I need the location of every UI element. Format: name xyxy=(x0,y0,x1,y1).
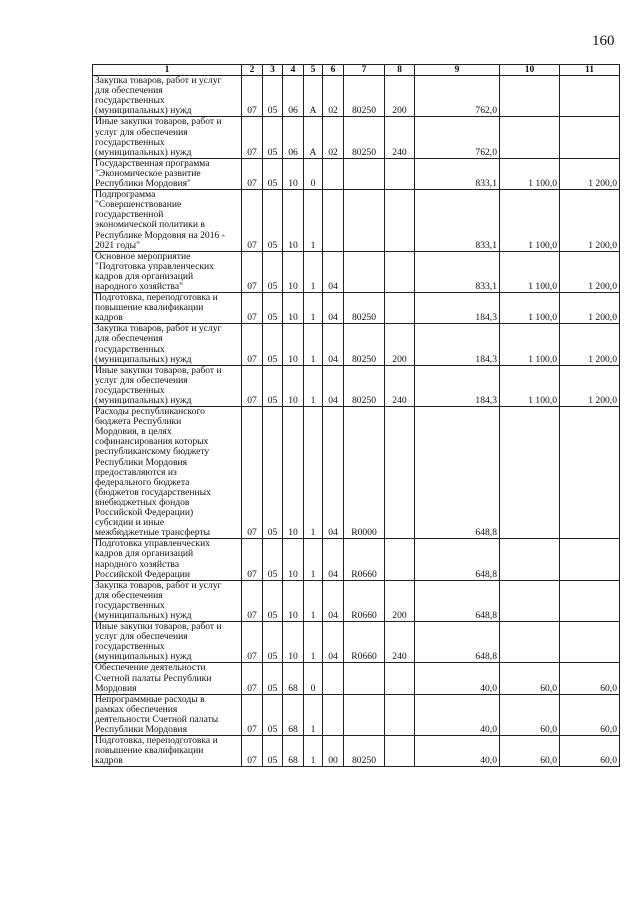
cell-code-7: R0000 xyxy=(344,407,385,539)
cell-code-5: 1 xyxy=(304,324,323,365)
cell-code-5: 0 xyxy=(304,663,323,694)
cell-name: Закупка товаров, работ и услуг для обеспечения государственных (муниципальных) нужд xyxy=(93,76,242,117)
cell-code-6 xyxy=(323,190,344,252)
cell-code-7 xyxy=(344,251,385,292)
cell-code-3: 05 xyxy=(263,539,283,580)
header-cell: 7 xyxy=(344,65,385,76)
cell-code-8: 240 xyxy=(385,622,415,663)
cell-code-7: R0660 xyxy=(344,622,385,663)
cell-amount-10: 1 100,0 xyxy=(500,324,560,365)
cell-code-7: 80250 xyxy=(344,76,385,117)
cell-code-6: 04 xyxy=(323,622,344,663)
table-row xyxy=(93,407,620,539)
cell-amount-10 xyxy=(500,407,560,539)
cell-code-8 xyxy=(385,694,415,735)
cell-code-5: 1 xyxy=(304,694,323,735)
cell-code-4: 68 xyxy=(283,694,304,735)
cell-code-2: 07 xyxy=(242,663,263,694)
header-cell: 8 xyxy=(385,65,415,76)
cell-code-6: 04 xyxy=(323,324,344,365)
table-row xyxy=(93,190,620,252)
cell-amount-11: 1 200,0 xyxy=(560,158,620,189)
cell-amount-10: 1 100,0 xyxy=(500,365,560,406)
cell-code-7: 80250 xyxy=(344,365,385,406)
cell-code-7: 80250 xyxy=(344,117,385,158)
cell-code-5: 1 xyxy=(304,407,323,539)
cell-name: Основное мероприятие "Подготовка управленческих кадров для организаций народного хозяйства" xyxy=(93,251,242,292)
cell-amount-9: 648,8 xyxy=(415,539,500,580)
cell-amount-11: 1 200,0 xyxy=(560,324,620,365)
cell-amount-11: 1 200,0 xyxy=(560,190,620,252)
cell-code-8 xyxy=(385,736,415,767)
cell-code-4: 10 xyxy=(283,622,304,663)
cell-name: Государственная программа "Экономическое развитие Республики Мордовия" xyxy=(93,158,242,189)
cell-code-6: 02 xyxy=(323,117,344,158)
cell-amount-11: 1 200,0 xyxy=(560,293,620,324)
cell-amount-9: 833,1 xyxy=(415,251,500,292)
table-row xyxy=(93,324,620,365)
cell-code-8 xyxy=(385,190,415,252)
cell-name: Подготовка, переподготовка и повышение квалификации кадров xyxy=(93,736,242,767)
cell-amount-11 xyxy=(560,580,620,621)
cell-code-8 xyxy=(385,539,415,580)
header-cell: 3 xyxy=(263,65,283,76)
header-cell: 2 xyxy=(242,65,263,76)
cell-code-2: 07 xyxy=(242,324,263,365)
cell-code-3: 05 xyxy=(263,663,283,694)
cell-code-8: 200 xyxy=(385,76,415,117)
header-cell: 11 xyxy=(560,65,620,76)
cell-amount-11 xyxy=(560,117,620,158)
cell-code-5: А xyxy=(304,76,323,117)
cell-code-2: 07 xyxy=(242,158,263,189)
cell-code-8: 200 xyxy=(385,324,415,365)
table-row xyxy=(93,539,620,580)
header-cell: 4 xyxy=(283,65,304,76)
cell-code-4: 10 xyxy=(283,580,304,621)
table-row xyxy=(93,76,620,117)
header-cell: 9 xyxy=(415,65,500,76)
table-row xyxy=(93,663,620,694)
cell-code-4: 68 xyxy=(283,663,304,694)
cell-amount-10 xyxy=(500,580,560,621)
table-row xyxy=(93,365,620,406)
cell-code-4: 68 xyxy=(283,736,304,767)
header-cell: 10 xyxy=(500,65,560,76)
cell-code-3: 05 xyxy=(263,580,283,621)
cell-amount-9: 648,8 xyxy=(415,580,500,621)
cell-amount-9: 762,0 xyxy=(415,76,500,117)
cell-code-4: 10 xyxy=(283,539,304,580)
cell-code-8 xyxy=(385,251,415,292)
cell-code-6: 04 xyxy=(323,407,344,539)
cell-name: Подготовка управленческих кадров для организаций народного хозяйства Российской Федерации xyxy=(93,539,242,580)
cell-amount-10: 1 100,0 xyxy=(500,251,560,292)
cell-amount-10 xyxy=(500,622,560,663)
cell-code-8: 240 xyxy=(385,365,415,406)
cell-amount-11: 60,0 xyxy=(560,663,620,694)
cell-code-2: 07 xyxy=(242,251,263,292)
table-body xyxy=(93,76,620,767)
cell-name: Непрограммные расходы в рамках обеспечения деятельности Счетной палаты Республики Мордовия xyxy=(93,694,242,735)
cell-code-3: 05 xyxy=(263,407,283,539)
cell-name: Обеспечение деятельности Счетной палаты Республики Мордовия xyxy=(93,663,242,694)
cell-code-6: 04 xyxy=(323,365,344,406)
cell-code-7: 80250 xyxy=(344,324,385,365)
cell-code-5: 1 xyxy=(304,736,323,767)
cell-amount-10: 1 100,0 xyxy=(500,293,560,324)
cell-code-6 xyxy=(323,663,344,694)
cell-code-5: 1 xyxy=(304,365,323,406)
cell-code-2: 07 xyxy=(242,293,263,324)
cell-code-2: 07 xyxy=(242,539,263,580)
cell-code-5: 1 xyxy=(304,539,323,580)
cell-name: Иные закупки товаров, работ и услуг для обеспечения государственных (муниципальных) нужд xyxy=(93,365,242,406)
cell-code-3: 05 xyxy=(263,324,283,365)
cell-name: Иные закупки товаров, работ и услуг для обеспечения государственных (муниципальных) нужд xyxy=(93,117,242,158)
table-header-row xyxy=(93,65,620,76)
cell-amount-10 xyxy=(500,117,560,158)
cell-code-5: 1 xyxy=(304,190,323,252)
cell-code-7: 80250 xyxy=(344,736,385,767)
budget-table xyxy=(92,64,620,767)
cell-code-3: 05 xyxy=(263,158,283,189)
cell-code-4: 10 xyxy=(283,407,304,539)
cell-code-7: 80250 xyxy=(344,293,385,324)
cell-amount-9: 648,8 xyxy=(415,407,500,539)
cell-code-7 xyxy=(344,694,385,735)
cell-code-6 xyxy=(323,694,344,735)
cell-code-3: 05 xyxy=(263,365,283,406)
cell-code-4: 10 xyxy=(283,324,304,365)
cell-amount-10 xyxy=(500,76,560,117)
cell-amount-11: 1 200,0 xyxy=(560,365,620,406)
table-row xyxy=(93,251,620,292)
cell-code-6: 02 xyxy=(323,76,344,117)
cell-amount-9: 648,8 xyxy=(415,622,500,663)
cell-code-6: 04 xyxy=(323,251,344,292)
cell-code-8 xyxy=(385,293,415,324)
cell-amount-10: 60,0 xyxy=(500,663,560,694)
cell-code-8 xyxy=(385,407,415,539)
cell-code-2: 07 xyxy=(242,580,263,621)
cell-code-7: R0660 xyxy=(344,580,385,621)
cell-code-2: 07 xyxy=(242,694,263,735)
cell-name: Закупка товаров, работ и услуг для обеспечения государственных (муниципальных) нужд xyxy=(93,324,242,365)
cell-code-3: 05 xyxy=(263,293,283,324)
cell-amount-9: 40,0 xyxy=(415,663,500,694)
cell-amount-11 xyxy=(560,622,620,663)
cell-amount-11: 60,0 xyxy=(560,736,620,767)
cell-code-3: 05 xyxy=(263,251,283,292)
cell-amount-9: 184,3 xyxy=(415,293,500,324)
cell-amount-11 xyxy=(560,539,620,580)
cell-amount-10: 1 100,0 xyxy=(500,190,560,252)
cell-code-8: 240 xyxy=(385,117,415,158)
table-row xyxy=(93,293,620,324)
cell-amount-11 xyxy=(560,407,620,539)
table-row xyxy=(93,117,620,158)
cell-name: Подготовка, переподготовка и повышение квалификации кадров xyxy=(93,293,242,324)
cell-code-3: 05 xyxy=(263,76,283,117)
cell-amount-11: 1 200,0 xyxy=(560,251,620,292)
cell-amount-9: 40,0 xyxy=(415,694,500,735)
cell-code-6: 00 xyxy=(323,736,344,767)
cell-code-6 xyxy=(323,158,344,189)
cell-code-6: 04 xyxy=(323,539,344,580)
cell-code-8 xyxy=(385,663,415,694)
header-cell: 6 xyxy=(323,65,344,76)
cell-code-4: 10 xyxy=(283,251,304,292)
cell-name: Закупка товаров, работ и услуг для обеспечения государственных (муниципальных) нужд xyxy=(93,580,242,621)
cell-code-7 xyxy=(344,158,385,189)
cell-code-4: 10 xyxy=(283,293,304,324)
cell-amount-10: 60,0 xyxy=(500,736,560,767)
table-row xyxy=(93,580,620,621)
cell-amount-10: 1 100,0 xyxy=(500,158,560,189)
cell-code-5: 1 xyxy=(304,293,323,324)
table-row xyxy=(93,158,620,189)
cell-code-3: 05 xyxy=(263,694,283,735)
cell-code-4: 06 xyxy=(283,117,304,158)
cell-code-8 xyxy=(385,158,415,189)
cell-code-5: 1 xyxy=(304,622,323,663)
cell-name: Подпрограмма "Совершенствование государственной экономической политики в Республике Мордовия на 2016 - 2021 годы" xyxy=(93,190,242,252)
cell-code-3: 05 xyxy=(263,190,283,252)
cell-amount-9: 184,3 xyxy=(415,324,500,365)
cell-code-3: 05 xyxy=(263,622,283,663)
cell-code-4: 10 xyxy=(283,158,304,189)
cell-code-2: 07 xyxy=(242,407,263,539)
cell-code-6: 04 xyxy=(323,580,344,621)
cell-amount-11 xyxy=(560,76,620,117)
cell-code-2: 07 xyxy=(242,117,263,158)
cell-code-4: 06 xyxy=(283,76,304,117)
cell-code-6: 04 xyxy=(323,293,344,324)
table-row xyxy=(93,694,620,735)
cell-code-2: 07 xyxy=(242,622,263,663)
cell-code-5: 1 xyxy=(304,580,323,621)
cell-code-2: 07 xyxy=(242,76,263,117)
cell-code-3: 05 xyxy=(263,736,283,767)
cell-code-7: R0660 xyxy=(344,539,385,580)
cell-code-7 xyxy=(344,663,385,694)
cell-code-2: 07 xyxy=(242,736,263,767)
cell-amount-9: 833,1 xyxy=(415,158,500,189)
page-number: 160 xyxy=(592,33,615,49)
cell-amount-11: 60,0 xyxy=(560,694,620,735)
cell-amount-9: 184,3 xyxy=(415,365,500,406)
cell-code-5: 0 xyxy=(304,158,323,189)
cell-code-4: 10 xyxy=(283,190,304,252)
cell-code-7 xyxy=(344,190,385,252)
header-cell: 5 xyxy=(304,65,323,76)
cell-amount-10: 60,0 xyxy=(500,694,560,735)
cell-code-8: 200 xyxy=(385,580,415,621)
cell-amount-10 xyxy=(500,539,560,580)
table-row xyxy=(93,736,620,767)
cell-code-5: 1 xyxy=(304,251,323,292)
cell-code-4: 10 xyxy=(283,365,304,406)
cell-code-3: 05 xyxy=(263,117,283,158)
cell-code-2: 07 xyxy=(242,190,263,252)
cell-amount-9: 40,0 xyxy=(415,736,500,767)
cell-name: Расходы республиканского бюджета Республики Мордовия, в целях софинансирования которых республиканскому бюджету Республики Мордовия предоставляются из федерального бюджета (бюджетов государственных внебюджетных фондов Российской Федерации) субсидии и иные межбюджетные трансферты xyxy=(93,407,242,539)
cell-code-5: А xyxy=(304,117,323,158)
cell-amount-9: 833,1 xyxy=(415,190,500,252)
header-cell: 1 xyxy=(93,65,242,76)
cell-code-2: 07 xyxy=(242,365,263,406)
cell-name: Иные закупки товаров, работ и услуг для обеспечения государственных (муниципальных) нужд xyxy=(93,622,242,663)
cell-amount-9: 762,0 xyxy=(415,117,500,158)
table-row xyxy=(93,622,620,663)
